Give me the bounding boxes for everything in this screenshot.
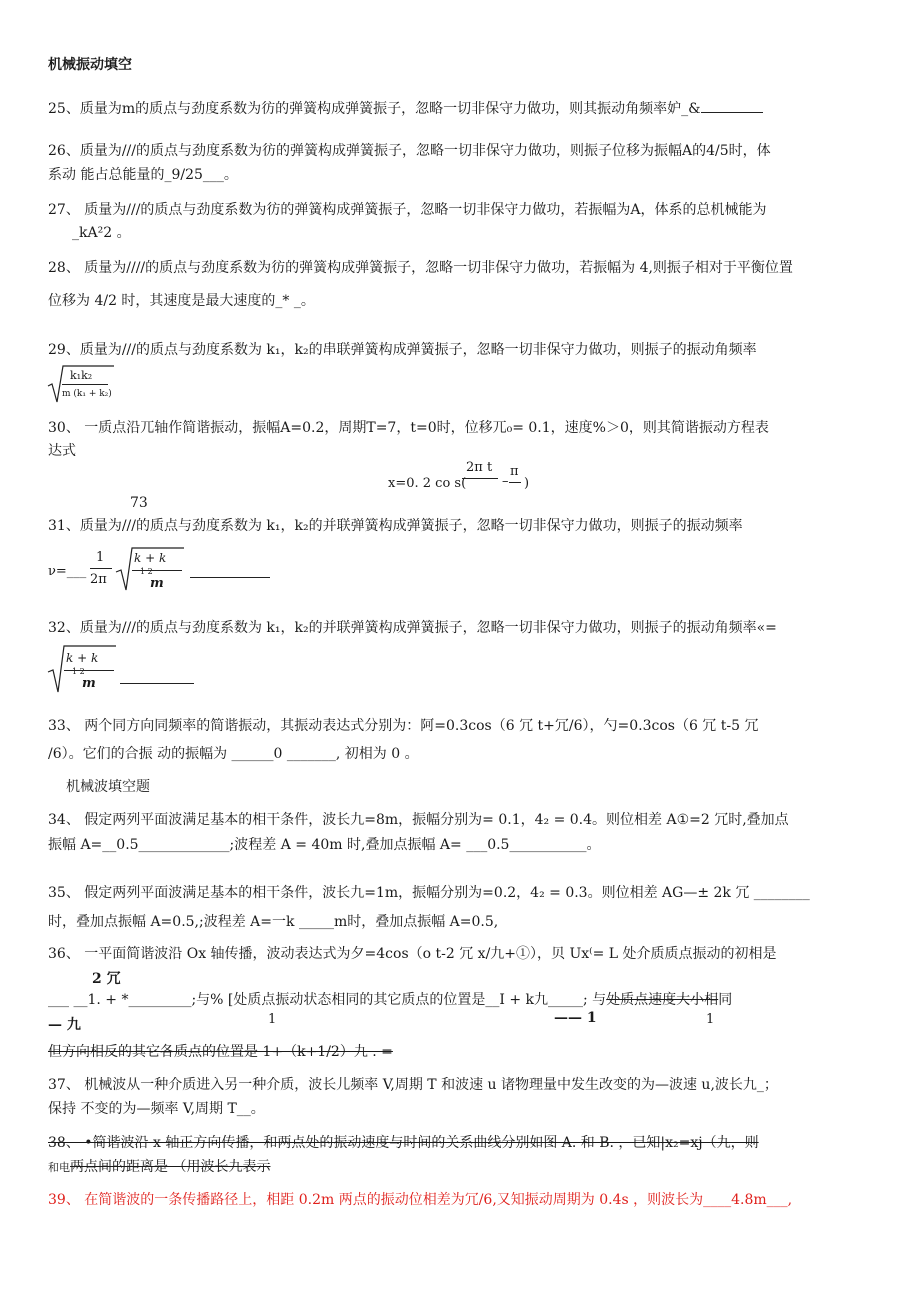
q30-pi: π <box>510 464 519 479</box>
question-33-line2: /6）。它们的合振 动的振幅为 ______0 _______, 初相为 0 。 <box>48 746 419 762</box>
question-32: 32、质量为///的质点与劲度系数为 k₁，k₂的并联弹簧构成弹簧振子，忽略一切非保守力做功，则振子的振动角频率«= <box>48 620 777 636</box>
q36-fraction-top: 2 冗 <box>92 971 121 987</box>
q31-lhs: ν=___ <box>48 564 87 579</box>
question-25: 25、质量为m的质点与劲度系数为彷的弹簧构成弹簧振子，忽略一切非保守力做功，则其振动角频率妒_& <box>48 98 878 119</box>
question-35-line1: 35、 假定两列平面波满足基本的相干条件，波长九=1m，振幅分别为=0.2，4₂ = 0.3。则位相差 AG—± 2k 冗 ________ <box>48 885 810 901</box>
minus-sign: – <box>502 474 509 489</box>
question-39: 39、 在简谐波的一条传播路径上，相距 0.2m 两点的振动位相差为冗/6,又知振动周期为 0.4s ，则波长为____4.8m___, <box>48 1192 793 1208</box>
fraction-bar <box>462 478 498 479</box>
answer-blank <box>701 98 763 113</box>
q30-rhs: ) <box>524 476 530 491</box>
fraction-bar <box>509 482 521 483</box>
question-36-line3: 但方向相反的其它各质点的位置是 1+（k+1/2）九 . = <box>48 1044 393 1060</box>
question-34-line2: 振幅 A=__0.5_____________;波程差 A = 40m 时,叠加点振幅 A= ___0.5___________。 <box>48 837 601 853</box>
section-heading: 机械波填空题 <box>66 779 150 795</box>
page-title: 机械振动填空 <box>48 57 132 73</box>
page-number: 73 <box>130 495 148 511</box>
question-34-line1: 34、 假定两列平面波满足基本的相干条件，波长九=8m，振幅分别为= 0.1，4₂ = 0.4。则位相差 A①=2 冗时,叠加点 <box>48 812 789 828</box>
q29-denominator: m (k₁ + k₂) <box>62 389 112 399</box>
q32-subscripts: 1 2 <box>72 667 85 676</box>
question-36-line2: ___ __1. + *_________;与% [处质点振动状态相同的其它质点的位置是__I + k九_____; 与处质点速度大小相同 <box>48 992 733 1008</box>
q29-numerator: k₁k₂ <box>70 369 93 382</box>
question-35-line2: 时，叠加点振幅 A=0.5,;波程差 A=一k _____m时，叠加点振幅 A=0.5, <box>48 914 499 930</box>
question-30-line1: 30、 一质点沿兀轴作简谐振动，振幅A=0.2，周期T=7，t=0时，位移兀₀= 0.1，速度%＞0，则其简谐振动方程表 <box>48 420 769 436</box>
fraction-bar <box>64 670 114 671</box>
q31-one: 1 <box>96 550 105 565</box>
answer-blank <box>190 563 270 578</box>
question-38-line1: 38、 •简谐波沿 x 轴正方向传播，和两点处的振动速度与时间的关系曲线分别如图 A. 和 B. ，已知|x₂=xj（九，则 <box>48 1135 759 1151</box>
question-27-line1: 27、 质量为///的质点与劲度系数为彷的弹簧构成弹簧振子，忽略一切非保守力做功，若振幅为A，体系的总机械能为 <box>48 202 767 218</box>
q32-numerator: k + k <box>66 651 99 665</box>
q36-index: 1 <box>268 1012 277 1027</box>
question-33-line1: 33、 两个同方向同频率的简谐振动，其振动表达式分别为：阿=0.3cos（6 冗 t+冗/6），勺=0.3cos（6 冗 t-5 冗 <box>48 718 759 734</box>
q31-twopi: 2π <box>90 572 107 587</box>
answer-blank <box>120 669 194 684</box>
q32-m: m <box>82 676 96 691</box>
question-26-line1: 26、质量为///的质点与劲度系数为彷的弹簧构成弹簧振子，忽略一切非保守力做功，则振子位移为振幅A的4/5时，体 <box>48 143 771 159</box>
q36-index: 1 <box>706 1012 715 1027</box>
q31-m: m <box>150 576 164 591</box>
fraction-bar <box>90 568 112 569</box>
q36-fraction-bottom: — 九 <box>48 1017 81 1033</box>
question-26-line2: 系动 能占总能量的_9/25___。 <box>48 167 238 183</box>
q30-numerator: 2π t <box>466 460 493 475</box>
q31-numerator: k + k <box>134 551 167 565</box>
question-31: 31、质量为///的质点与劲度系数为 k₁，k₂的并联弹簧构成弹簧振子，忽略一切非保守力做功，则振子的振动频率 <box>48 518 743 534</box>
fraction-bar <box>132 570 182 571</box>
question-38-line2: 和电两点间的距离是 （用波长九表示 <box>48 1159 271 1175</box>
question-27-line2: _kA²2 。 <box>72 225 131 241</box>
question-28-line1: 28、 质量为////的质点与劲度系数为彷的弹簧构成弹簧振子，忽略一切非保守力做功，若振幅为 4,则振子相对于平衡位置 <box>48 260 793 276</box>
fraction-bar <box>62 384 108 385</box>
question-37-line2: 保持 不变的为—频率 V,周期 T__。 <box>48 1101 265 1117</box>
q30-lhs: x=0. 2 co s( <box>388 476 467 491</box>
question-29: 29、质量为///的质点与劲度系数为 k₁，k₂的串联弹簧构成弹簧振子，忽略一切非保守力做功，则振子的振动角频率 <box>48 342 757 358</box>
q36-index: —— 1 <box>554 1010 597 1026</box>
question-30-line2: 达式 <box>48 443 76 459</box>
q31-subscripts: 1 2 <box>140 567 153 576</box>
question-37-line1: 37、 机械波从一种介质进入另一种介质，波长儿频率 V,周期 T 和波速 u 诸物理量中发生改变的为—波速 u,波长九_； <box>48 1077 778 1093</box>
question-28-line2: 位移为 4/2 时，其速度是最大速度的_* _。 <box>48 293 315 309</box>
question-36-line1: 36、 一平面简谐波沿 Ox 轴传播，波动表达式为夕=4cos（o t-2 冗 x/九+①），贝 Ux⁽= L 处介质质点振动的初相是 <box>48 946 777 962</box>
